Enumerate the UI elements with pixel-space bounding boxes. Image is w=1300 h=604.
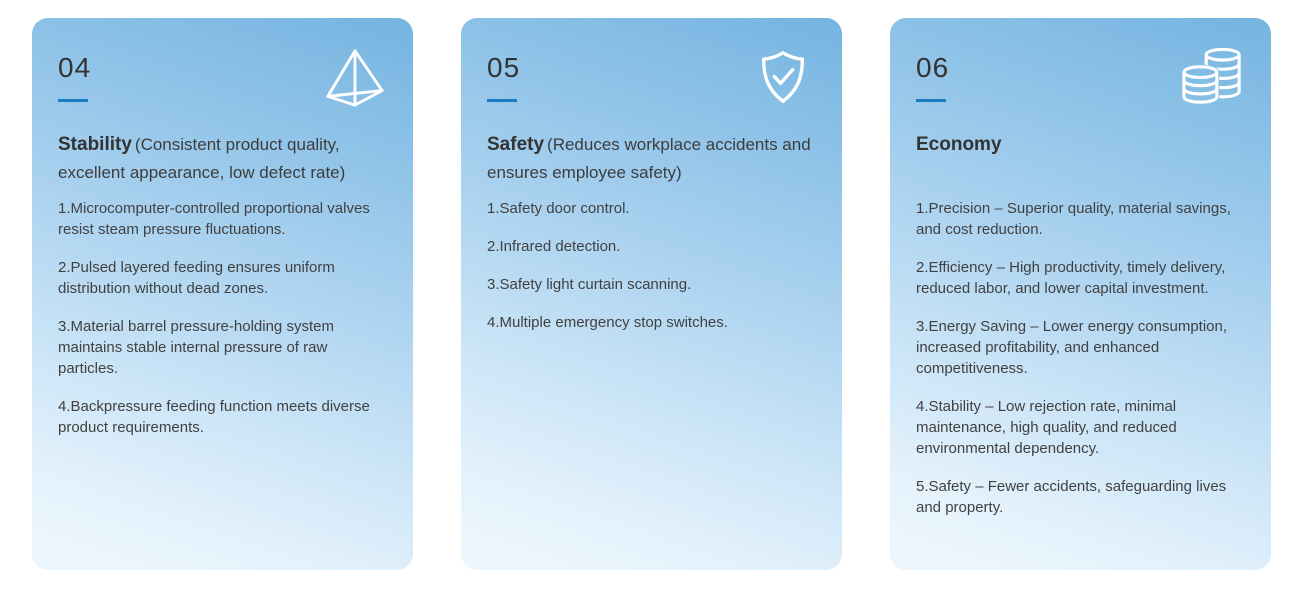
list-item: 5.Safety – Fewer accidents, safeguarding lives and property. [916,478,1227,516]
card-safety [461,18,842,570]
card-number: 06 [916,52,950,83]
card-title: Economy [916,134,1002,155]
list-item: 4.Backpressure feeding function meets diverse product requirements. [58,398,370,436]
list-item: 2.Pulsed layered feeding ensures uniform distribution without dead zones. [58,259,335,297]
card-subtitle: (Consistent product quality, excellent appearance, low defect rate) [58,135,346,182]
coins-icon [1181,46,1243,108]
card-number: 05 [487,52,521,83]
list-item: 1.Microcomputer-controlled proportional valves resist steam pressure fluctuations. [58,200,370,238]
number-underline [487,99,517,102]
number-underline [58,99,88,102]
card-stability [32,18,413,570]
list-item: 1.Precision – Superior quality, material savings, and cost reduction. [916,200,1231,238]
card-economy [890,18,1271,570]
card-title: Stability [58,134,132,155]
card-title: Safety [487,134,545,155]
list-item: 3.Material barrel pressure-holding system maintains stable internal pressure of raw particles. [58,318,334,377]
card-number: 04 [58,52,92,83]
feature-list [487,198,816,333]
feature-list [58,198,387,438]
list-item: 4.Multiple emergency stop switches. [487,314,728,331]
list-item: 2.Infrared detection. [487,238,621,255]
list-item: 2.Efficiency – High productivity, timely delivery, reduced labor, and lower capital investment. [916,259,1226,297]
tetrahedron-icon [323,46,385,108]
card-subtitle: (Reduces workplace accidents and ensures employee safety) [487,135,811,182]
list-item: 3.Safety light curtain scanning. [487,276,692,293]
shield-check-icon [752,46,814,108]
card-heading [487,130,816,192]
feature-list [916,198,1245,518]
card-heading [916,130,1245,192]
number-underline [916,99,946,102]
list-item: 3.Energy Saving – Lower energy consumption, increased profitability, and enhanced competitiveness. [916,318,1228,377]
list-item: 1.Safety door control. [487,200,630,217]
list-item: 4.Stability – Low rejection rate, minimal maintenance, high quality, and reduced environmental dependency. [916,398,1177,457]
card-heading [58,130,387,192]
